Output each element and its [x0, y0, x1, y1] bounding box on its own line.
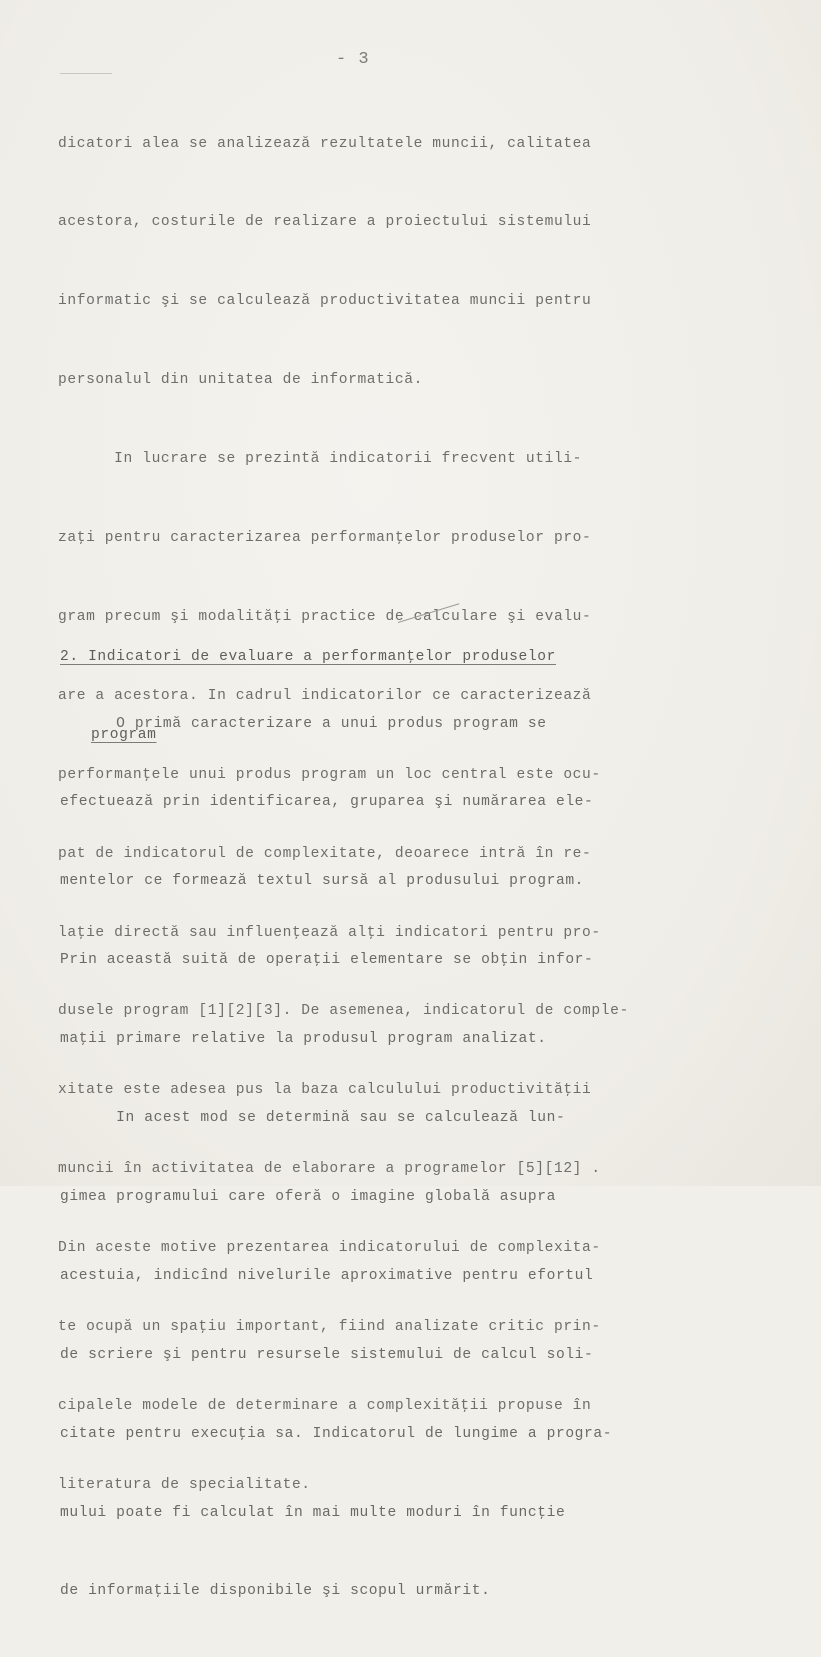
text-line: dusele program [1][2][3]. De asemenea, indicatorul de comple-	[58, 1003, 629, 1020]
section-heading-line-1: 2. Indicatori de evaluare a performanţelor produselor	[60, 649, 556, 665]
text-line: are a acestora. In cadrul indicatorilor ce caracterizează	[58, 687, 592, 704]
text-line: dicatori alea se analizează rezultatele muncii, calitatea	[58, 135, 592, 152]
page-number: - 3	[336, 50, 370, 69]
text-line: muncii în activitatea de elaborare a programelor [5][12] .	[58, 1161, 601, 1178]
text-line: de informaţiile disponibile şi scopul urmărit.	[60, 1583, 491, 1600]
text-line: gram precum şi modalităţi practice de calculare şi evalu-	[58, 608, 592, 625]
text-line: pat de indicatorul de complexitate, deoarece intră în re-	[58, 845, 592, 862]
text-line: O primă caracterizare a unui produs program se	[60, 715, 547, 732]
text-line: laţie directă sau influenţează alţi indicatori pentru pro-	[58, 924, 601, 941]
text-line: maţii primare relative la produsul program analizat.	[60, 1031, 547, 1048]
text-line: informatic şi se calculează productivitatea muncii pentru	[58, 293, 592, 310]
text-line: citate pentru execuţia sa. Indicatorul de lungime a progra-	[60, 1425, 613, 1442]
text-line: xitate este adesea pus la baza calculului productivităţii	[58, 1082, 592, 1099]
top-rule	[60, 73, 112, 74]
text-line: zaţi pentru caracterizarea performanţelor produselor pro-	[58, 530, 592, 547]
text-line: efectuează prin identificarea, gruparea şi numărarea ele-	[60, 794, 594, 811]
text-line: In lucrare se prezintă indicatorii frecvent utili-	[58, 451, 583, 468]
text-line: te ocupă un spaţiu important, fiind analizate critic prin-	[58, 1318, 601, 1335]
text-line: In acest mod se determină sau se calculează lun-	[60, 1110, 566, 1127]
text-line: cipalele modele de determinare a complexităţii propuse în	[58, 1397, 592, 1414]
text-line: acestora, costurile de realizare a proiectului sistemului	[58, 214, 592, 231]
text-line: Din aceste motive prezentarea indicatorului de complexita-	[58, 1240, 601, 1257]
text-line: literatura de specialitate.	[58, 1476, 311, 1493]
text-line: personalul din unitatea de informatică.	[58, 372, 423, 389]
text-line: Prin această suită de operaţii elementare se obţin infor-	[60, 952, 594, 969]
text-line: mului poate fi calculat în mai multe moduri în funcţie	[60, 1504, 566, 1521]
text-line: de scriere şi pentru resursele sistemului de calcul soli-	[60, 1346, 594, 1363]
text-line: gimea programului care oferă o imagine globală asupra	[60, 1188, 556, 1205]
section-paragraphs	[60, 658, 700, 1657]
section-heading-line-2: program	[91, 727, 157, 743]
text-line: performanţele unui produs program un loc central este ocu-	[58, 766, 601, 783]
text-line: acestuia, indicînd nivelurile aproximative pentru efortul	[60, 1267, 594, 1284]
text-line: mentelor ce formează textul sursă al produsului program.	[60, 873, 585, 890]
